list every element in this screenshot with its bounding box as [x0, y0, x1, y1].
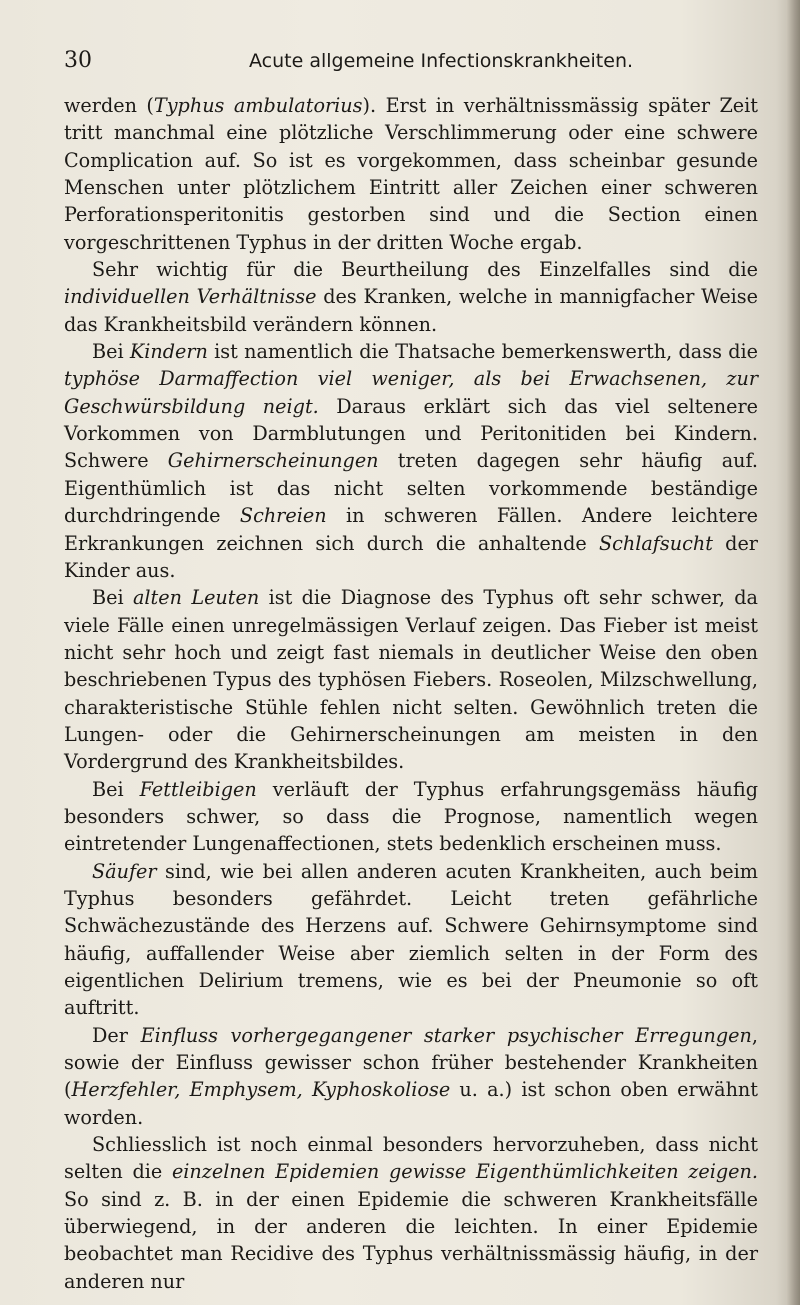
page-number: 30: [64, 48, 92, 73]
running-title: Acute allgemeine Infectionskrankheiten.: [249, 50, 634, 72]
text-run: So sind z. B. in der einen Epidemie die schweren Krankheitsfälle überwiegend, in der anderen die leichten. In einer Epidemie beobachtet man Recidive des Typhus verhältnissmässig häufig, in der anderen nur: [64, 1187, 758, 1293]
emphasis-text: Säufer: [92, 859, 157, 883]
text-run: Daraus erklärt sich das viel seltenere Vorkommen von Darmblutungen und Peritonitiden bei Kindern. Schwere: [64, 394, 758, 473]
paragraph: [64, 256, 758, 338]
emphasis-text: Typhus ambulatorius: [153, 94, 363, 117]
text-run: verläuft der Typhus erfahrungsgemäss häufig besonders schwer, so dass die Prognose, namentlich wegen eintretender Lungenaffectionen, stets bedenklich erscheinen muss.: [64, 777, 758, 856]
emphasis-text: Schlafsucht: [598, 531, 713, 555]
text-run: Bei: [92, 586, 133, 610]
text-run: , sowie der Einfluss gewisser schon früher bestehender Krankheiten (: [64, 1023, 758, 1102]
text-run: werden (: [64, 94, 154, 117]
emphasis-text: Gehirnerscheinungen: [167, 449, 379, 473]
emphasis-text: Schreien: [239, 504, 327, 528]
text-run: in schweren Fällen. Andere leichtere Erkrankungen zeichnen sich durch die anhaltende: [64, 504, 758, 555]
paragraph: [64, 338, 758, 584]
text-run: ist die Diagnose des Typhus oft sehr schwer, da viele Fälle einen unregelmässigen Verlauf zeigen. Das Fieber ist meist nicht sehr hoch und zeigt fast niemals in deutlicher Weise den oben beschriebenen Typus des typhösen Fiebers. Roseolen, Milzschwellung, charakteristische Stühle fehlen nicht selten. Gewöhnlich treten die Lungen- oder die Gehirnerscheinungen am meisten in den Vordergrund des Krankheitsbildes.: [64, 586, 758, 774]
page-edge-shadow: [786, 0, 800, 1305]
text-run: Der: [92, 1023, 141, 1047]
emphasis-text: Kindern: [129, 340, 208, 364]
text-run: des Kranken, welche in mannigfacher Weise das Krankheitsbild verändern können.: [64, 285, 759, 336]
emphasis-text: alten Leuten: [132, 586, 260, 610]
paragraph: [64, 858, 758, 1022]
emphasis-text: Fettleibigen: [139, 777, 257, 801]
emphasis-text: Einfluss vorhergegangener starker psychischer Erregungen: [140, 1023, 752, 1047]
body-text: [64, 92, 758, 1295]
emphasis-text: Herzfehler, Emphysem, Kyphoskoliose: [71, 1078, 451, 1102]
text-run: Schliesslich ist noch einmal besonders hervorzuheben, dass nicht selten die: [64, 1133, 758, 1184]
paragraph: [64, 1022, 758, 1131]
paragraph: [64, 776, 758, 858]
paragraph: [64, 1131, 758, 1295]
text-run: Bei: [92, 340, 130, 364]
emphasis-text: individuellen Verhältnisse: [64, 285, 317, 309]
text-run: der Kinder aus.: [64, 531, 758, 582]
text-run: sind, wie bei allen anderen acuten Krankheiten, auch beim Typhus besonders gefährdet. Leicht treten gefährliche Schwächezustände des Herzens auf. Schwere Gehirnsymptome sind häufig, auffallender Weise aber ziemlich selten in der Form des eigentlichen Delirium tremens, wie es bei der Pneumonie so oft auftritt.: [64, 859, 758, 1020]
paragraph: [64, 584, 758, 775]
paragraph: [64, 92, 758, 256]
text-run: Sehr wichtig für die Beurtheilung des Einzelfalles sind die: [92, 258, 758, 282]
text-run: ist namentlich die Thatsache bemerkenswerth, dass die: [207, 340, 758, 364]
text-run: u. a.) ist schon oben erwähnt worden.: [64, 1078, 759, 1129]
emphasis-text: einzelnen Epidemien gewisse Eigenthümlichkeiten zeigen.: [171, 1160, 758, 1184]
text-run: Bei: [92, 777, 140, 801]
emphasis-text: typhöse Darmaffection viel weniger, als bei Erwachsenen, zur Geschwürsbildung neigt.: [64, 367, 758, 418]
text-run: ). Erst in verhältnissmässig später Zeit tritt manchmal eine plötzliche Verschlimmerung oder eine schwere Complication auf. So ist es vorgekommen, dass scheinbar gesunde Menschen unter plötzlichem Eintritt aller Zeichen einer schweren Perforationsperitonitis gestorben sind und die Section einen vorgeschrittenen Typhus in der dritten Woche ergab.: [64, 94, 758, 254]
running-header: [64, 48, 754, 78]
text-run: treten dagegen sehr häufig auf. Eigenthümlich ist das nicht selten vorkommende beständige durchdringende: [64, 449, 759, 528]
